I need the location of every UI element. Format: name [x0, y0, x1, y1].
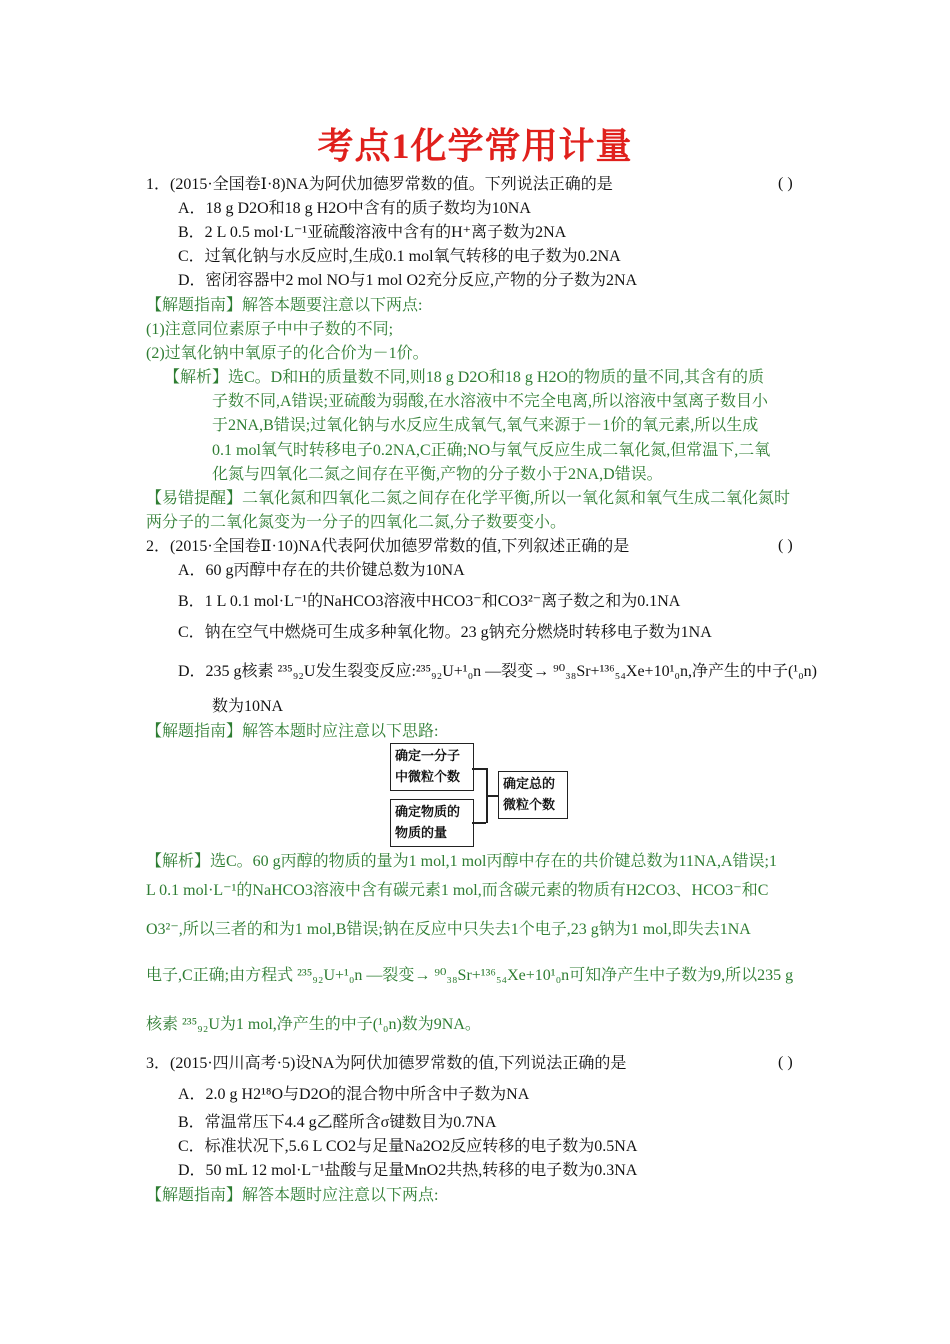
q2-answer-paren: ( ) [778, 537, 793, 554]
diagram-box-total: 确定总的微粒个数 [498, 771, 568, 819]
diagram-box-molecule-count: 确定一分子中微粒个数 [390, 743, 474, 791]
q1-analysis-line2: 子数不同,A错误;亚硫酸为弱酸,在水溶液中不完全电离,所以溶液中氢离子数目小 [212, 393, 769, 410]
q3-option-d: D．50 mL 12 mol·L⁻¹盐酸与足量MnO2共热,转移的电子数为0.3NA [178, 1162, 638, 1179]
q3-option-b: B．常温常压下4.4 g乙醛所含σ键数目为0.7NA [178, 1114, 497, 1131]
q1-analysis-line3: 于2NA,B错误;过氧化钠与水反应生成氧气,氧气来源于－1价的氧元素,所以生成 [212, 417, 759, 434]
diagram-connector-top [472, 768, 486, 770]
q2-stem: 2．(2015·全国卷Ⅱ·10)NA代表阿伏加德罗常数的值,下列叙述正确的是 [146, 538, 630, 555]
q2-option-b: B．1 L 0.1 mol·L⁻¹的NaHCO3溶液中HCO3⁻和CO3²⁻离子数之和为0.1NA [178, 593, 681, 610]
q1-tip-line1: 【易错提醒】二氧化氮和四氧化二氮之间存在化学平衡,所以一氧化氮和氧气生成二氧化氮时 [146, 490, 791, 507]
q1-tip-line2: 两分子的二氧化氮变为一分子的四氧化二氮,分子数要变小。 [146, 514, 567, 531]
diagram-connector-bottom [472, 822, 486, 824]
q1-guide-point2: (2)过氧化钠中氧原子的化合价为－1价。 [146, 345, 429, 362]
q1-guide-point1: (1)注意同位素原子中中子数的不同; [146, 321, 394, 338]
q1-stem: 1．(2015·全国卷Ⅰ·8)NA为阿伏加德罗常数的值。下列说法正确的是 [146, 176, 613, 193]
q2-option-a: A．60 g丙醇中存在的共价键总数为10NA [178, 562, 465, 579]
q2-option-d: D．235 g核素 ²³⁵₉₂U发生裂变反应:²³⁵₉₂U+¹₀n —裂变→ ⁹⁰₃₈Sr+¹³⁶₅₄Xe+10¹₀n,净产生的中子(¹₀n) [178, 663, 817, 680]
q2-option-c: C．钠在空气中燃烧可生成多种氧化物。23 g钠充分燃烧时转移电子数为1NA [178, 624, 712, 641]
q3-option-c: C．标准状况下,5.6 L CO2与足量Na2O2反应转移的电子数为0.5NA [178, 1138, 638, 1155]
q3-answer-paren: ( ) [778, 1054, 793, 1071]
q1-option-a: A．18 g D2O和18 g H2O中含有的质子数均为10NA [178, 200, 531, 217]
q2-option-d-cont: 数为10NA [212, 698, 284, 715]
diagram-box-amount: 确定物质的物质的量 [390, 799, 474, 847]
q1-option-c: C．过氧化钠与水反应时,生成0.1 mol氧气转移的电子数为0.2NA [178, 248, 621, 265]
q1-option-b: B．2 L 0.5 mol·L⁻¹亚硫酸溶液中含有的H⁺离子数为2NA [178, 224, 567, 241]
q1-guide: 【解题指南】解答本题要注意以下两点: [146, 297, 423, 314]
q2-guide: 【解题指南】解答本题时应注意以下思路: [146, 723, 439, 740]
diagram-connector-join [486, 795, 498, 797]
q3-option-a: A．2.0 g H2¹⁸O与D2O的混合物中所含中子数为NA [178, 1086, 530, 1103]
q2-analysis-line5: 核素 ²³⁵₉₂U为1 mol,净产生的中子(¹₀n)数为9NA。 [146, 1016, 481, 1033]
q2-analysis-line1: 【解析】选C。60 g丙醇的物质的量为1 mol,1 mol丙醇中存在的共价键总数为11NA,A错误;1 [146, 853, 777, 870]
q3-stem: 3．(2015·四川高考·5)设NA为阿伏加德罗常数的值,下列说法正确的是 [146, 1055, 627, 1072]
q2-analysis-line2: L 0.1 mol·L⁻¹的NaHCO3溶液中含有碳元素1 mol,而含碳元素的物质有H2CO3、HCO3⁻和C [146, 882, 769, 899]
page-title: 考点1化学常用计量 [317, 126, 633, 166]
q1-option-d: D．密闭容器中2 mol NO与1 mol O2充分反应,产物的分子数为2NA [178, 272, 638, 289]
q1-analysis-line1: 【解析】选C。D和H的质量数不同,则18 g D2O和18 g H2O的物质的量不同,其含有的质 [164, 369, 765, 386]
q2-analysis-line4: 电子,C正确;由方程式 ²³⁵₉₂U+¹₀n —裂变→ ⁹⁰₃₈Sr+¹³⁶₅₄Xe+10¹₀n可知净产生中子数为9,所以235 g [146, 967, 794, 984]
q3-guide: 【解题指南】解答本题时应注意以下两点: [146, 1187, 439, 1204]
q1-answer-paren: ( ) [778, 175, 793, 192]
q1-analysis-line4: 0.1 mol氧气时转移电子0.2NA,C正确;NO与氧气反应生成二氧化氮,但常温下,二氧 [212, 442, 771, 459]
q2-analysis-line3: O3²⁻,所以三者的和为1 mol,B错误;钠在反应中只失去1个电子,23 g钠为1 mol,即失去1NA [146, 921, 751, 938]
q1-analysis-line5: 化氮与四氧化二氮之间存在平衡,产物的分子数小于2NA,D错误。 [212, 466, 663, 483]
